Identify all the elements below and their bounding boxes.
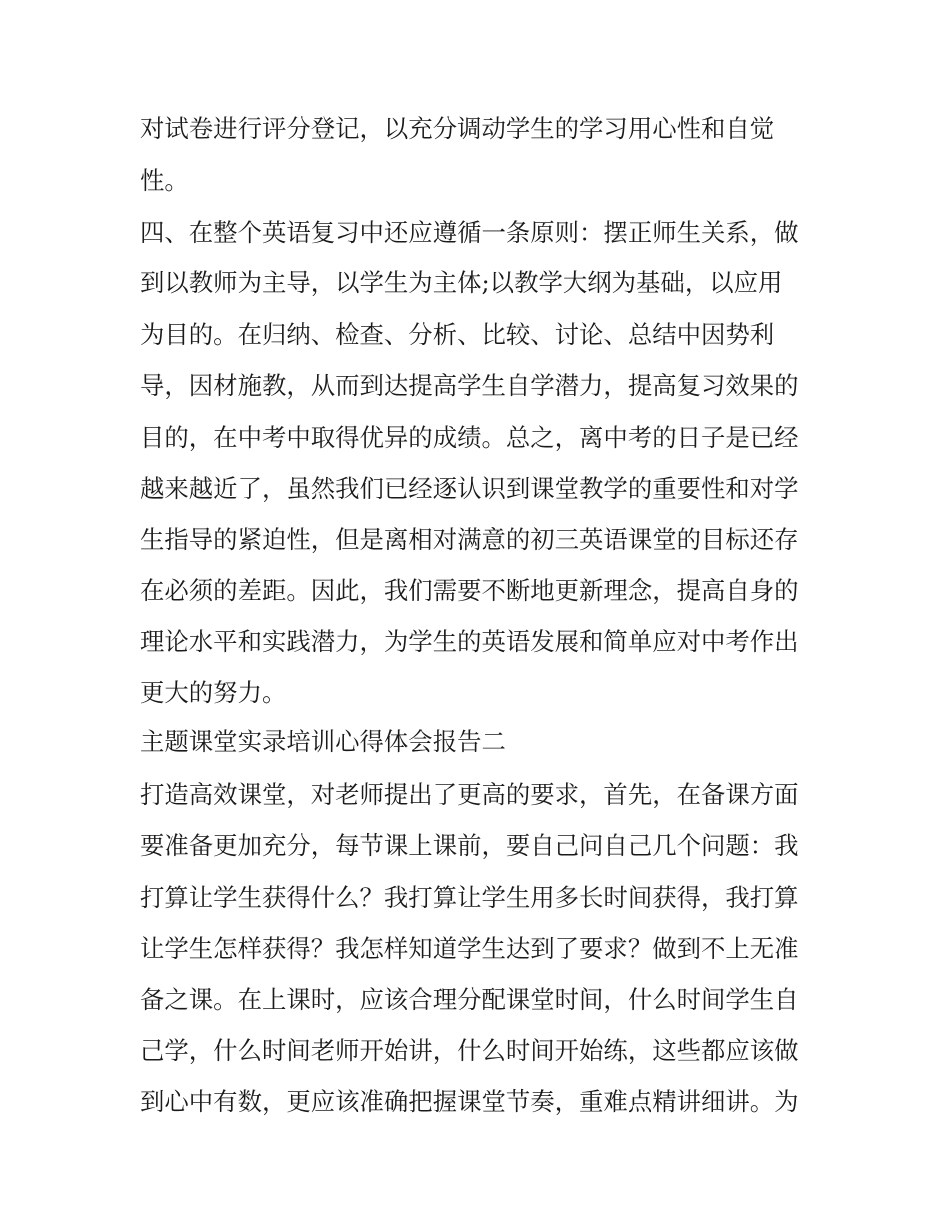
text-line: 生指导的紧迫性，但是离相对满意的初三英语课堂的目标还存 bbox=[140, 525, 799, 554]
text-line: 性。 bbox=[140, 166, 189, 195]
text-line: 备之课。在上课时，应该合理分配课堂时间，什么时间学生自 bbox=[140, 985, 799, 1014]
text-line: 让学生怎样获得？我怎样知道学生达到了要求？做到不上无准 bbox=[140, 934, 799, 963]
text-line: 理论水平和实践潜力，为学生的英语发展和简单应对中考作出 bbox=[140, 627, 799, 656]
text-line: 要准备更加充分，每节课上课前，要自己问自己几个问题：我 bbox=[140, 831, 799, 860]
text-line: 四、在整个英语复习中还应遵循一条原则：摆正师生关系，做 bbox=[140, 218, 799, 247]
text-line: 在必须的差距。因此，我们需要不断地更新理念，提高自身的 bbox=[140, 576, 799, 605]
text-line: 目的，在中考中取得优异的成绩。总之，离中考的日子是已经 bbox=[140, 423, 799, 452]
text-line: 到以教师为主导，以学生为主体;以教学大纲为基础，以应用 bbox=[140, 268, 783, 297]
text-line: 越来越近了，虽然我们已经逐认识到课堂教学的重要性和对学 bbox=[140, 474, 799, 503]
text-line: 对试卷进行评分登记，以充分调动学生的学习用心性和自觉 bbox=[140, 114, 775, 143]
text-line: 更大的努力。 bbox=[140, 678, 287, 707]
text-line: 为目的。在归纳、检查、分析、比较、讨论、总结中因势利 bbox=[140, 320, 775, 349]
section-heading: 主题课堂实录培训心得体会报告二 bbox=[140, 727, 506, 756]
text-line: 导，因材施教，从而到达提高学生自学潜力，提高复习效果的 bbox=[140, 371, 799, 400]
text-line: 打算让学生获得什么？我打算让学生用多长时间获得，我打算 bbox=[140, 883, 799, 912]
text-line: 到心中有数，更应该准确把握课堂节奏，重难点精讲细讲。为 bbox=[140, 1087, 799, 1116]
text-line: 打造高效课堂，对老师提出了更高的要求，首先，在备课方面 bbox=[140, 780, 799, 809]
text-line: 己学，什么时间老师开始讲，什么时间开始练，这些都应该做 bbox=[140, 1036, 799, 1065]
